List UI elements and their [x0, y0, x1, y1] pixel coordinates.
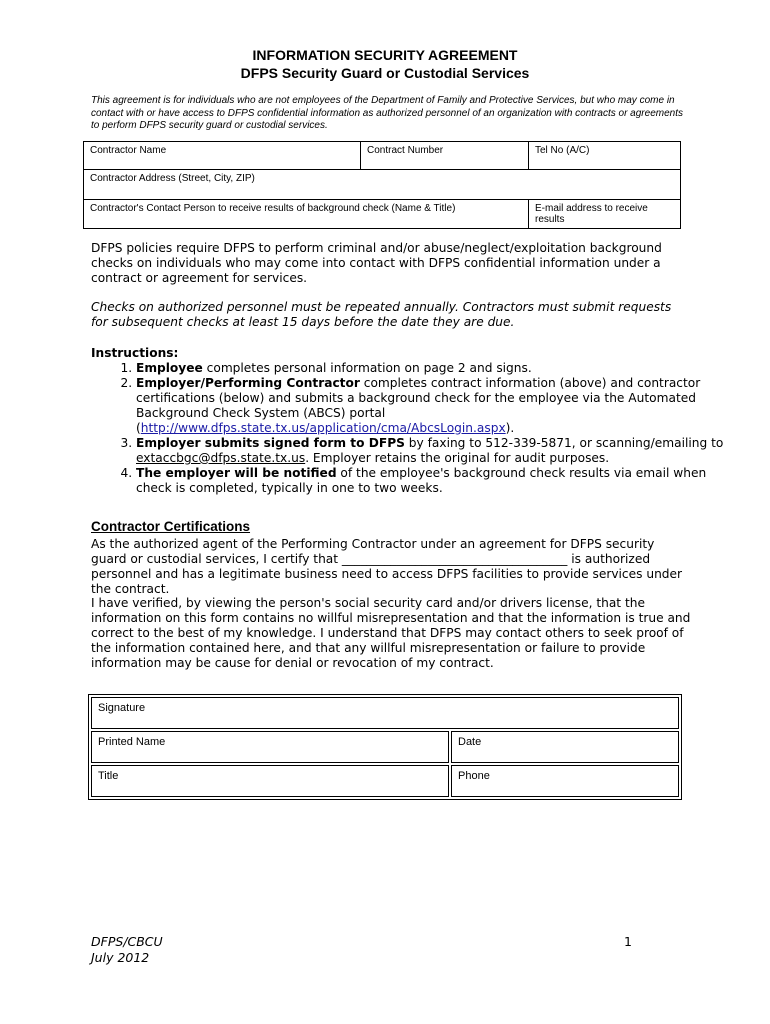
date-field[interactable] [451, 731, 679, 763]
contractor-name-label: Contractor Name [90, 145, 167, 156]
footer-left [91, 934, 163, 966]
instruction-text: completes personal information on page 2 and signs. [202, 361, 532, 375]
tel-no-label: Tel No (A/C) [535, 145, 590, 156]
signature-field[interactable] [91, 697, 679, 729]
contractor-address-label: Contractor Address (Street, City, ZIP) [90, 173, 255, 184]
certifications-heading: Contractor Certifications [91, 519, 251, 534]
instruction-item [136, 376, 736, 436]
instruction-text: completes contract information (above) and contractor certifications (below) and submits a background check for the employee via the Automated Background Check System (ABCS) portal ( [136, 376, 701, 435]
instructions-list [91, 361, 736, 496]
tel-no-field[interactable] [529, 142, 681, 170]
email-label: E-mail address to receive results [535, 203, 648, 225]
instruction-item [136, 361, 736, 376]
instruction-bold: Employer/Performing Contractor [136, 376, 360, 390]
instructions-heading: Instructions: [91, 346, 179, 360]
contact-person-label: Contractor's Contact Person to receive results of background check (Name & Title) [90, 203, 456, 214]
certification-paragraph: As the authorized agent of the Performing Contractor under an agreement for DFPS security guard or custodial services, I certify that _____________________________________ is authorized personnel and has a legitimate business need to access DFPS facilities to provide services under the contract. [91, 537, 683, 596]
contractor-address-field[interactable] [84, 170, 681, 200]
title-label: Title [98, 770, 119, 782]
abcs-portal-link[interactable]: http://www.dfps.state.tx.us/application/cma/AbcsLogin.aspx [140, 421, 506, 435]
instruction-text: . Employer retains the original for audit purposes. [305, 451, 610, 465]
date-label: Date [458, 736, 482, 748]
contact-person-field[interactable] [84, 200, 529, 229]
policy-paragraph: DFPS policies require DFPS to perform criminal and/or abuse/neglect/exploitation background checks on individuals who may come into contact with DFPS confidential information under a contract or agreement for services. [91, 241, 662, 285]
title-field[interactable] [91, 765, 449, 797]
phone-field[interactable] [451, 765, 679, 797]
page-number: 1 [624, 934, 632, 949]
email-field[interactable] [529, 200, 681, 229]
instruction-item [136, 466, 736, 496]
verification-paragraph: I have verified, by viewing the person's social security card and/or drivers license, that the information on this form contains no willful misrepresentation and that the information is true and correct to the best of my knowledge. I understand that DFPS may contact others to seek proof of the information contained here, and that any willful misrepresentation or failure to provide information may be cause for denial or revocation of my contract. [91, 596, 691, 670]
instruction-text: of the employee's background check results via email when check is completed, typically in one to two weeks. [136, 466, 707, 495]
email-address-link[interactable]: extaccbgc@dfps.state.tx.us [136, 451, 306, 465]
contractor-info-table [83, 141, 681, 229]
instruction-bold: Employer submits signed form to DFPS [136, 436, 405, 450]
contractor-name-field[interactable] [84, 142, 361, 170]
footer-date: July 2012 [91, 950, 150, 965]
printed-name-label: Printed Name [98, 736, 166, 748]
page-subtitle: DFPS Security Guard or Custodial Services [240, 65, 530, 81]
contract-number-field[interactable] [361, 142, 529, 170]
footer-org: DFPS/CBCU [91, 934, 163, 949]
instruction-item [136, 436, 736, 466]
contract-number-label: Contract Number [367, 145, 444, 156]
instruction-bold: The employer will be notified [136, 466, 337, 480]
page-title: INFORMATION SECURITY AGREEMENT [252, 47, 518, 63]
checks-paragraph: Checks on authorized personnel must be repeated annually. Contractors must submit requests for subsequent checks at least 15 days before the date they are due. [91, 300, 672, 329]
instruction-bold: Employee [136, 361, 203, 375]
phone-label: Phone [458, 770, 490, 782]
signature-table [88, 694, 682, 800]
signature-label: Signature [98, 702, 146, 714]
printed-name-field[interactable] [91, 731, 449, 763]
instruction-text: ). [505, 421, 515, 435]
instruction-text: by faxing to 512-339-5871, or scanning/emailing to [404, 436, 724, 450]
intro-text: This agreement is for individuals who are not employees of the Department of Family and Protective Services, but who may come in contact with or have access to DFPS confidential information as authorized personnel of an organization with contracts or agreements to perform DFPS security guard or custodial services. [91, 95, 683, 131]
